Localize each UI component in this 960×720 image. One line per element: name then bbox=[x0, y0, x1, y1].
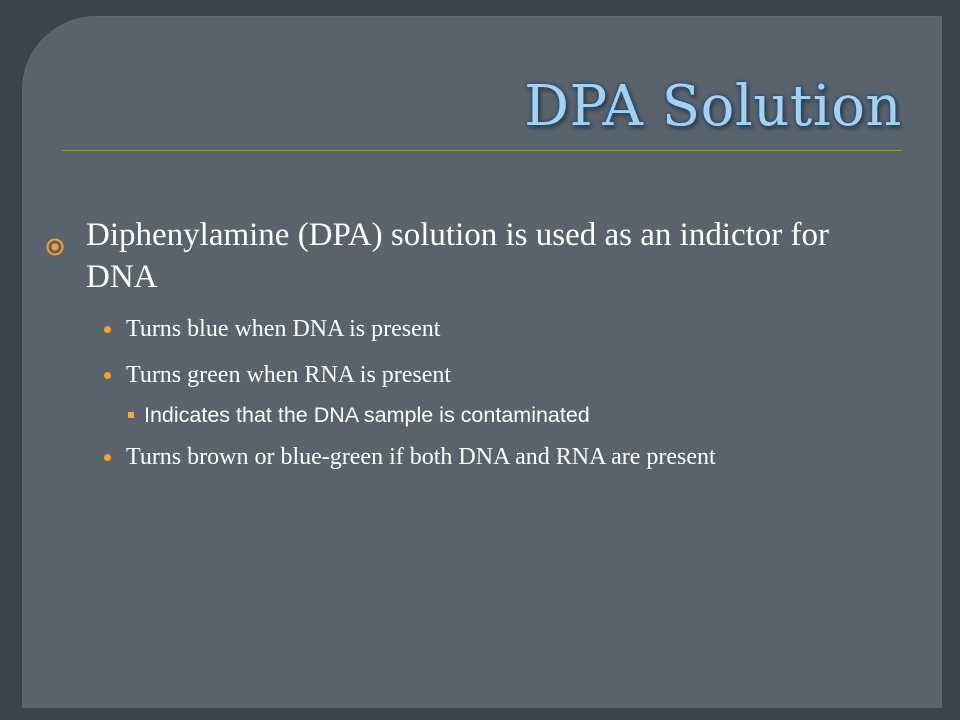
slide-title: DPA Solution bbox=[524, 74, 902, 139]
title-divider bbox=[62, 150, 902, 151]
bullet-level1-item bbox=[86, 214, 906, 298]
small-square-icon bbox=[128, 412, 134, 418]
bullet-text: Turns green when RNA is present bbox=[126, 362, 452, 388]
bullet-level2-item bbox=[126, 312, 906, 346]
bullet-level2-item bbox=[126, 358, 906, 392]
bullet-level3-item bbox=[144, 400, 906, 430]
orange-dot-icon bbox=[104, 454, 111, 461]
orange-dot-icon bbox=[104, 372, 111, 379]
orange-dot-icon bbox=[104, 326, 111, 333]
bullet-text: Indicates that the DNA sample is contaminated bbox=[144, 403, 590, 427]
bullet-list bbox=[86, 214, 906, 474]
bullet-text: Turns blue when DNA is present bbox=[126, 316, 441, 342]
bullet-level2-item bbox=[126, 440, 906, 474]
bullet-text: Turns brown or blue-green if both DNA and RNA are present bbox=[126, 444, 716, 470]
circled-dot-icon bbox=[46, 225, 64, 243]
bullet-text: Diphenylamine (DPA) solution is used as an indictor for DNA bbox=[86, 217, 830, 295]
